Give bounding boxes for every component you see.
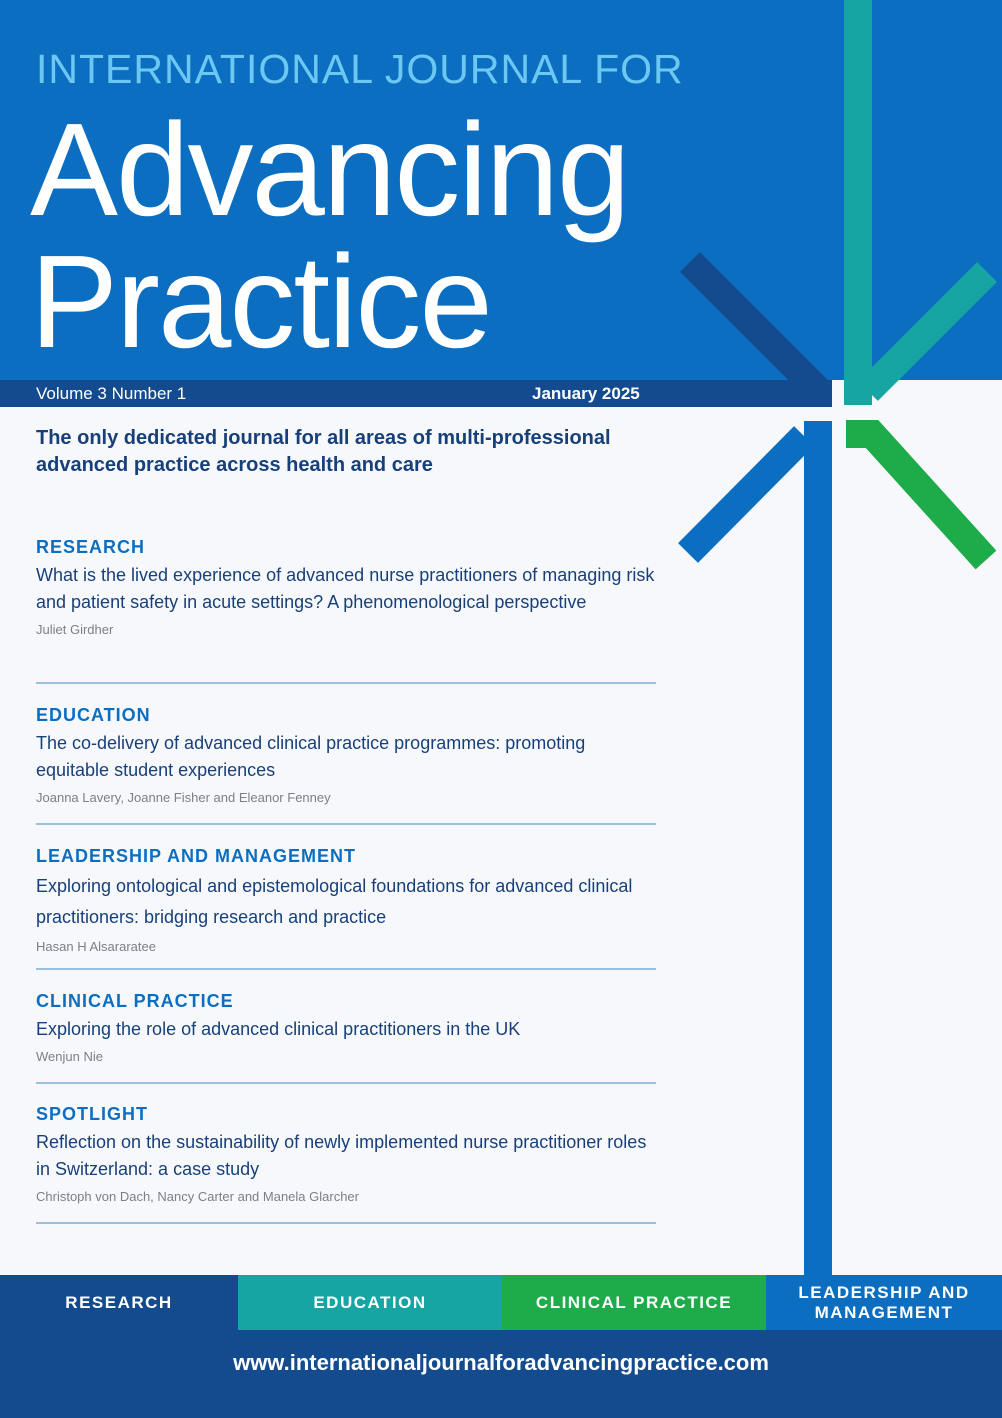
divider: [36, 1082, 656, 1084]
article-item[interactable]: [36, 1103, 656, 1204]
article-section: CLINICAL PRACTICE: [36, 991, 234, 1011]
article-authors: Hasan H Alsararatee: [36, 939, 156, 954]
divider: [36, 968, 656, 970]
article-authors: Christoph von Dach, Nancy Carter and Manela Glarcher: [36, 1189, 359, 1204]
article-title[interactable]: Exploring the role of advanced clinical practitioners in the UK: [36, 1019, 521, 1039]
category-bar: [0, 1275, 1002, 1330]
article-item[interactable]: [36, 536, 656, 637]
journal-title-line2: Practice: [30, 228, 491, 375]
website-link[interactable]: www.internationaljournalforadvancingpractice.com: [233, 1350, 769, 1375]
article-item[interactable]: [36, 845, 656, 954]
volume-number: Volume 3 Number 1: [36, 384, 187, 403]
article-title[interactable]: The co-delivery of advanced clinical practice programmes: promoting equitable student experiences: [36, 733, 586, 780]
article-section: RESEARCH: [36, 537, 146, 557]
category-leadership-label: LEADERSHIP AND MANAGEMENT: [798, 1282, 970, 1322]
article-title[interactable]: What is the lived experience of advanced nurse practitioners of managing risk and patient safety in acute settings? A phenomenological perspective: [36, 565, 655, 612]
article-item[interactable]: [36, 990, 656, 1064]
green-arrow-stroke: [846, 434, 986, 560]
journal-kicker: INTERNATIONAL JOURNAL FOR: [36, 46, 684, 92]
article-authors: Joanna Lavery, Joanne Fisher and Eleanor Fenney: [36, 790, 331, 805]
divider: [36, 682, 656, 684]
divider: [36, 1222, 656, 1224]
teal-arrow-stroke: [868, 272, 987, 391]
article-title[interactable]: Exploring ontological and epistemological foundations for advanced clinical practitioners: bridging research and practice: [36, 876, 633, 927]
category-research[interactable]: RESEARCH: [0, 1275, 238, 1330]
journal-tagline: The only dedicated journal for all areas of multi-professional advanced practice across health and care: [36, 427, 611, 476]
article-section: SPOTLIGHT: [36, 1104, 148, 1124]
journal-title-line1: Advancing: [30, 96, 629, 243]
article-authors: Juliet Girdher: [36, 622, 114, 637]
category-education[interactable]: EDUCATION: [238, 1275, 502, 1330]
article-section: LEADERSHIP AND MANAGEMENT: [36, 846, 357, 866]
category-leadership-management[interactable]: [766, 1275, 1002, 1330]
category-clinical-practice[interactable]: CLINICAL PRACTICE: [502, 1275, 766, 1330]
article-title[interactable]: Reflection on the sustainability of newly implemented nurse practitioner roles in Switzerland: a case study: [36, 1132, 647, 1179]
article-authors: Wenjun Nie: [36, 1049, 103, 1064]
cover-footer: [0, 1330, 1002, 1418]
blue-arrow-stroke: [688, 436, 804, 553]
article-section: EDUCATION: [36, 705, 151, 725]
navy-arrow-stroke: [690, 262, 820, 392]
issue-date: January 2025: [532, 384, 640, 403]
article-item[interactable]: [36, 704, 656, 805]
divider: [36, 823, 656, 825]
